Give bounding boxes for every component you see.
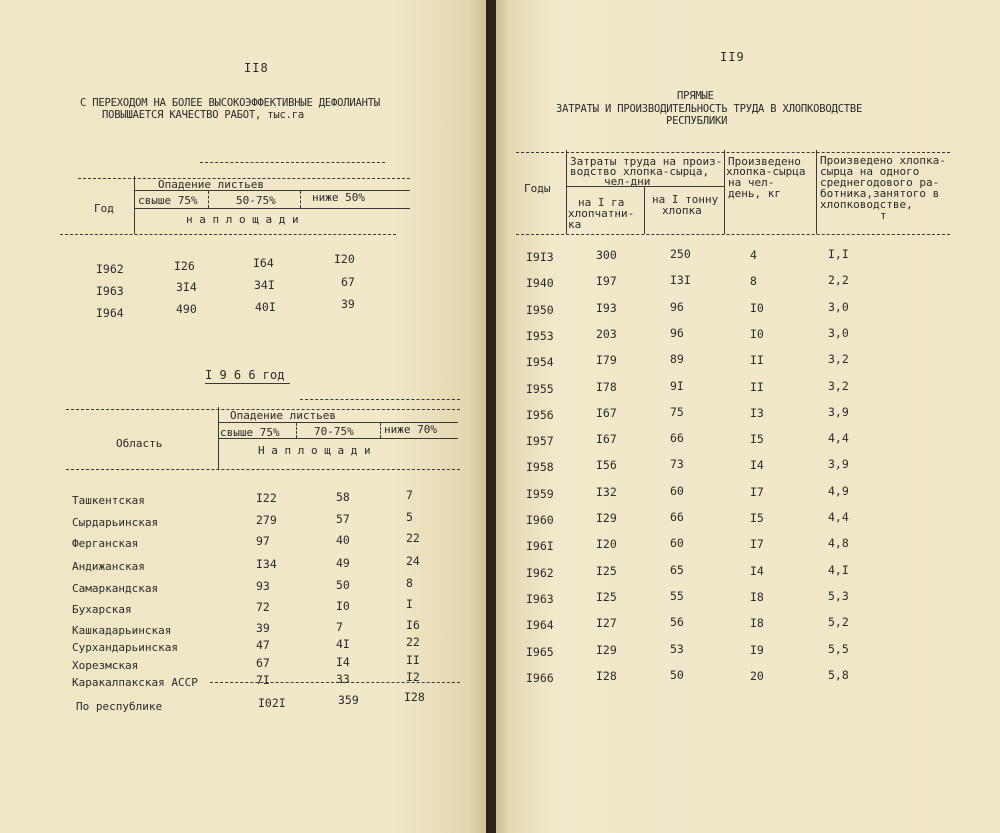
rtable-cell: I67 xyxy=(596,432,617,447)
right-page xyxy=(494,0,1000,833)
table2-total-cell: 359 xyxy=(338,693,359,707)
left-title-line2: ПОВЫШАЕТСЯ КАЧЕСТВО РАБОТ, тыс.га xyxy=(102,109,305,121)
rtable-cell: 3,9 xyxy=(828,404,849,419)
table2-area-label: Н а п л о щ а д и xyxy=(258,444,371,457)
rtable-cell: 20 xyxy=(750,668,764,683)
table1-sub-1: свыше 75% xyxy=(138,194,198,207)
rtable-cell: 50 xyxy=(670,667,684,682)
table2-cell: 49 xyxy=(336,556,350,570)
rtable-vline-1 xyxy=(566,150,567,234)
rtable-col3-header-line: день, кг xyxy=(728,187,781,200)
rtable-bottom-rule xyxy=(516,234,950,235)
rtable-cell: 4,I xyxy=(828,562,849,577)
table2-cell: 279 xyxy=(256,513,277,527)
left-subtitle: I 9 6 6 год xyxy=(205,368,285,382)
rtable-cell: I25 xyxy=(596,563,617,578)
table1-cell: 67 xyxy=(341,275,355,289)
rtable-col3-header-line: на чел- xyxy=(728,176,775,189)
rtable-col-year: Годы xyxy=(524,182,551,195)
rtable-vline-3 xyxy=(724,150,725,234)
rtable-cell: I8 xyxy=(750,589,764,604)
table1-cell: 3I4 xyxy=(176,280,197,294)
table2-cell: 67 xyxy=(256,656,270,670)
table2-region-name: Каракалпакская АССР xyxy=(72,676,198,689)
table2-cell: 57 xyxy=(336,512,350,526)
rtable-cell: I0 xyxy=(750,300,764,315)
table2-col-region: Область xyxy=(116,437,163,450)
table2-total-label: По республике xyxy=(76,700,163,713)
table1-sub-2: 50-75% xyxy=(236,194,276,207)
rtable-cell: I56 xyxy=(596,458,617,473)
rtable-year: I960 xyxy=(526,513,554,527)
left-subtitle-underline xyxy=(205,383,290,384)
rtable-cell: 4,8 xyxy=(828,536,849,551)
rtable-col4-header-line: Произведено хлопка- xyxy=(820,154,946,167)
rtable-year: I965 xyxy=(526,644,554,659)
rtable-cell: 3,2 xyxy=(828,352,849,367)
rtable-cell: 66 xyxy=(670,510,684,524)
rtable-year: I963 xyxy=(526,591,554,606)
table1-cell: I26 xyxy=(174,259,195,273)
table1-vline-1 xyxy=(134,176,135,234)
table2-cell: 39 xyxy=(256,621,270,635)
rtable-cell: I67 xyxy=(596,405,617,420)
table2-group-header: Опадение листьев xyxy=(230,409,336,422)
table2-cell: 24 xyxy=(406,554,420,568)
table2-cell: 7 xyxy=(336,620,343,634)
table1-cell: 40I xyxy=(255,300,276,314)
rtable-cell: I0 xyxy=(750,326,764,341)
rtable-year: I940 xyxy=(526,276,554,291)
table1-top-rule-right xyxy=(200,162,385,163)
rtable-cell: 5,3 xyxy=(828,588,849,603)
table1-cell: 39 xyxy=(341,297,355,311)
table2-cell: 5 xyxy=(406,510,413,524)
rtable-year: I958 xyxy=(526,460,554,475)
table2-cell: 7 xyxy=(406,488,413,502)
table2-cell: 22 xyxy=(406,635,420,649)
rtable-cell: I,I xyxy=(828,247,849,261)
rtable-cell: 2,2 xyxy=(828,273,849,288)
right-title-line1: ПРЯМЫЕ xyxy=(677,90,714,102)
rtable-cell: 60 xyxy=(670,483,684,498)
rtable-cell: 55 xyxy=(670,588,684,603)
rtable-cell: I9 xyxy=(750,642,764,657)
table2-vline-3 xyxy=(380,423,381,438)
rtable-year: I964 xyxy=(526,618,554,633)
rtable-cell: 9I xyxy=(670,378,684,393)
rtable-year: I966 xyxy=(526,670,554,685)
table2-cell: 33 xyxy=(336,672,350,686)
rtable-col3-header-line: хлопка-сырца xyxy=(726,165,806,178)
table2-region-name: Ферганская xyxy=(72,537,139,550)
rtable-cell: I20 xyxy=(596,537,617,552)
table2-sub-2: 70-75% xyxy=(314,425,354,438)
rtable-cell: I78 xyxy=(596,379,617,394)
rtable-cell: 3,0 xyxy=(828,325,849,340)
table2-region-name: Самаркандская xyxy=(72,582,159,595)
rtable-col4-header-line: сырца на одного xyxy=(820,165,920,178)
rtable-cell: 4,4 xyxy=(828,510,849,524)
table2-cell: 40 xyxy=(336,533,350,547)
rtable-col4-header-line: хлопководстве, xyxy=(820,198,913,211)
rtable-cell: 96 xyxy=(670,299,684,314)
rtable-cell: 75 xyxy=(670,404,684,419)
table2-region-name: Ташкентская xyxy=(72,494,145,507)
table1-group-header: Опадение листьев xyxy=(158,178,264,191)
table2-region-name: Кашкадарьинская xyxy=(72,624,172,637)
rtable-year: I954 xyxy=(526,355,554,370)
table1-sub-3: ниже 50% xyxy=(312,191,365,204)
rtable-group-header-line: чел-дни xyxy=(604,175,651,188)
rtable-year: I955 xyxy=(526,381,554,396)
rtable-cell: I28 xyxy=(596,668,617,683)
table2-sub-3: ниже 70% xyxy=(384,423,437,436)
table2-cell: 47 xyxy=(256,638,270,652)
table2-cell: 8 xyxy=(406,576,413,590)
rtable-cell: II xyxy=(750,353,764,368)
table2-cell: I4 xyxy=(336,655,350,669)
table2-total-rule xyxy=(210,682,460,683)
rtable-cell: I7 xyxy=(750,537,764,552)
table1-cell: I962 xyxy=(96,262,124,276)
rtable-cell: I93 xyxy=(596,300,617,315)
book-gutter xyxy=(486,0,496,833)
table1-sub-rule xyxy=(134,208,410,209)
table1-vline-2 xyxy=(208,191,209,208)
table2-cell: I0 xyxy=(336,599,350,613)
rtable-col4-header-line: ботника,занятого в xyxy=(820,187,940,200)
rtable-cell: 203 xyxy=(596,326,617,341)
table2-bottom-rule xyxy=(66,469,460,470)
table2-cell: 7I xyxy=(256,673,270,687)
table1-cell: 490 xyxy=(176,302,197,316)
rtable-cell: 65 xyxy=(670,562,684,577)
rtable-vline-4 xyxy=(816,150,817,234)
rtable-cell: 5,5 xyxy=(828,641,849,656)
rtable-year: I950 xyxy=(526,302,554,317)
table2-region-name: Андижанская xyxy=(72,560,145,573)
table2-cell: I2 xyxy=(406,670,420,684)
table2-cell: I xyxy=(406,597,413,611)
rtable-cell: 53 xyxy=(670,641,684,656)
table1-cell: I963 xyxy=(96,284,124,298)
table2-region-name: Сырдарьинская xyxy=(72,516,159,529)
table1-cell: I20 xyxy=(334,252,355,266)
rtable-sub1-header-line: на I га xyxy=(578,196,625,209)
rtable-cell: 4 xyxy=(750,248,757,262)
rtable-year: I957 xyxy=(526,434,554,449)
rtable-cell: 250 xyxy=(670,247,691,261)
rtable-cell: I8 xyxy=(750,616,764,631)
rtable-cell: II xyxy=(750,379,764,394)
rtable-year: I962 xyxy=(526,565,554,580)
rtable-cell: I27 xyxy=(596,616,617,631)
table2-region-name: Сурхандарьинская xyxy=(72,641,178,654)
rtable-cell: 96 xyxy=(670,325,684,340)
table2-cell: 22 xyxy=(406,531,420,545)
rtable-col3-header-line: Произведено xyxy=(728,155,801,168)
table2-region-name: Бухарская xyxy=(72,603,132,616)
table1-bottom-rule xyxy=(60,234,396,235)
table2-cell: I6 xyxy=(406,618,420,632)
rtable-year: I9I3 xyxy=(526,250,554,264)
rtable-year: I956 xyxy=(526,407,554,422)
table2-cell: 4I xyxy=(336,637,350,651)
rtable-group-header-line: Затраты труда на произ- xyxy=(570,155,723,168)
rtable-cell: I4 xyxy=(750,563,764,578)
right-title-line2: ЗАТРАТЫ И ПРОИЗВОДИТЕЛЬНОСТЬ ТРУДА В ХЛОПКОВОДСТВЕ xyxy=(556,103,863,115)
rtable-cell: I29 xyxy=(596,511,617,525)
rtable-cell: 8 xyxy=(750,274,757,289)
rtable-cell: I3 xyxy=(750,405,764,420)
table1-cell: I964 xyxy=(96,306,124,320)
rtable-year: I959 xyxy=(526,486,554,501)
table2-cell: 72 xyxy=(256,600,270,614)
left-page-number: II8 xyxy=(244,61,269,75)
rtable-top-rule xyxy=(516,152,950,153)
rtable-cell: I79 xyxy=(596,353,617,368)
rtable-cell: I5 xyxy=(750,511,764,525)
table2-cell: I34 xyxy=(256,557,277,571)
table2-total-cell: I02I xyxy=(258,696,286,710)
rtable-cell: 3,0 xyxy=(828,299,849,314)
rtable-cell: 56 xyxy=(670,615,684,630)
rtable-vline-2 xyxy=(644,187,645,234)
rtable-cell: 300 xyxy=(596,248,617,262)
rtable-sub1-header-line: ка xyxy=(568,218,582,231)
rtable-cell: 4,9 xyxy=(828,483,849,498)
rtable-year: I96I xyxy=(526,539,554,554)
table2-region-name: Хорезмская xyxy=(72,659,139,672)
rtable-cell: 5,2 xyxy=(828,615,849,630)
rtable-sub2-header-line: на I тонну xyxy=(652,193,719,206)
right-title-line3: РЕСПУБЛИКИ xyxy=(666,115,728,127)
rtable-cell: 89 xyxy=(670,352,684,367)
rtable-cell: I7 xyxy=(750,484,764,499)
table1-cell: 34I xyxy=(254,278,275,292)
table2-cell: 58 xyxy=(336,490,350,504)
rtable-cell: 4,4 xyxy=(828,431,849,446)
rtable-sub2-header-line: хлопка xyxy=(662,204,702,217)
rtable-cell: 3,2 xyxy=(828,378,849,393)
table2-cell: 97 xyxy=(256,534,270,548)
table2-top-rule-right xyxy=(300,399,460,400)
table2-total-cell: I28 xyxy=(404,690,425,704)
table2-cell: 93 xyxy=(256,579,270,593)
table2-vline-1 xyxy=(218,407,219,469)
rtable-cell: 73 xyxy=(670,457,684,472)
table1-area-label: н а п л о щ а д и xyxy=(186,213,299,226)
rtable-cell: I32 xyxy=(596,484,617,499)
rtable-cell: I29 xyxy=(596,642,617,657)
rtable-cell: I3I xyxy=(670,273,691,288)
table1-cell: I64 xyxy=(253,256,274,270)
rtable-cell: I4 xyxy=(750,458,764,473)
rtable-cell: I97 xyxy=(596,274,617,289)
right-page-number: II9 xyxy=(720,50,745,64)
rtable-cell: I5 xyxy=(750,432,764,447)
table2-cell: I22 xyxy=(256,491,277,505)
rtable-cell: 66 xyxy=(670,431,684,446)
rtable-cell: 3,9 xyxy=(828,457,849,472)
left-title-line1: С ПЕРЕХОДОМ НА БОЛЕЕ ВЫСОКОЭФФЕКТИВНЫЕ ДЕФОЛИАНТЫ xyxy=(80,97,380,109)
table2-sub-1: свыше 75% xyxy=(220,426,280,439)
rtable-year: I953 xyxy=(526,328,554,343)
rtable-cell: 60 xyxy=(670,536,684,551)
rtable-col4-header-line: т xyxy=(880,209,887,222)
rtable-cell: 5,8 xyxy=(828,667,849,682)
rtable-cell: I25 xyxy=(596,589,617,604)
table2-vline-2 xyxy=(296,423,297,438)
table1-vline-3 xyxy=(300,191,301,208)
table2-cell: 50 xyxy=(336,578,350,592)
table2-cell: II xyxy=(406,653,420,667)
rtable-group-header-line: водство хлопка-сырца, xyxy=(570,165,710,178)
rtable-sub1-header-line: хлопчатни- xyxy=(568,207,635,220)
rtable-col4-header-line: среднегодового ра- xyxy=(820,176,940,189)
table1-col-year: Год xyxy=(94,202,114,215)
